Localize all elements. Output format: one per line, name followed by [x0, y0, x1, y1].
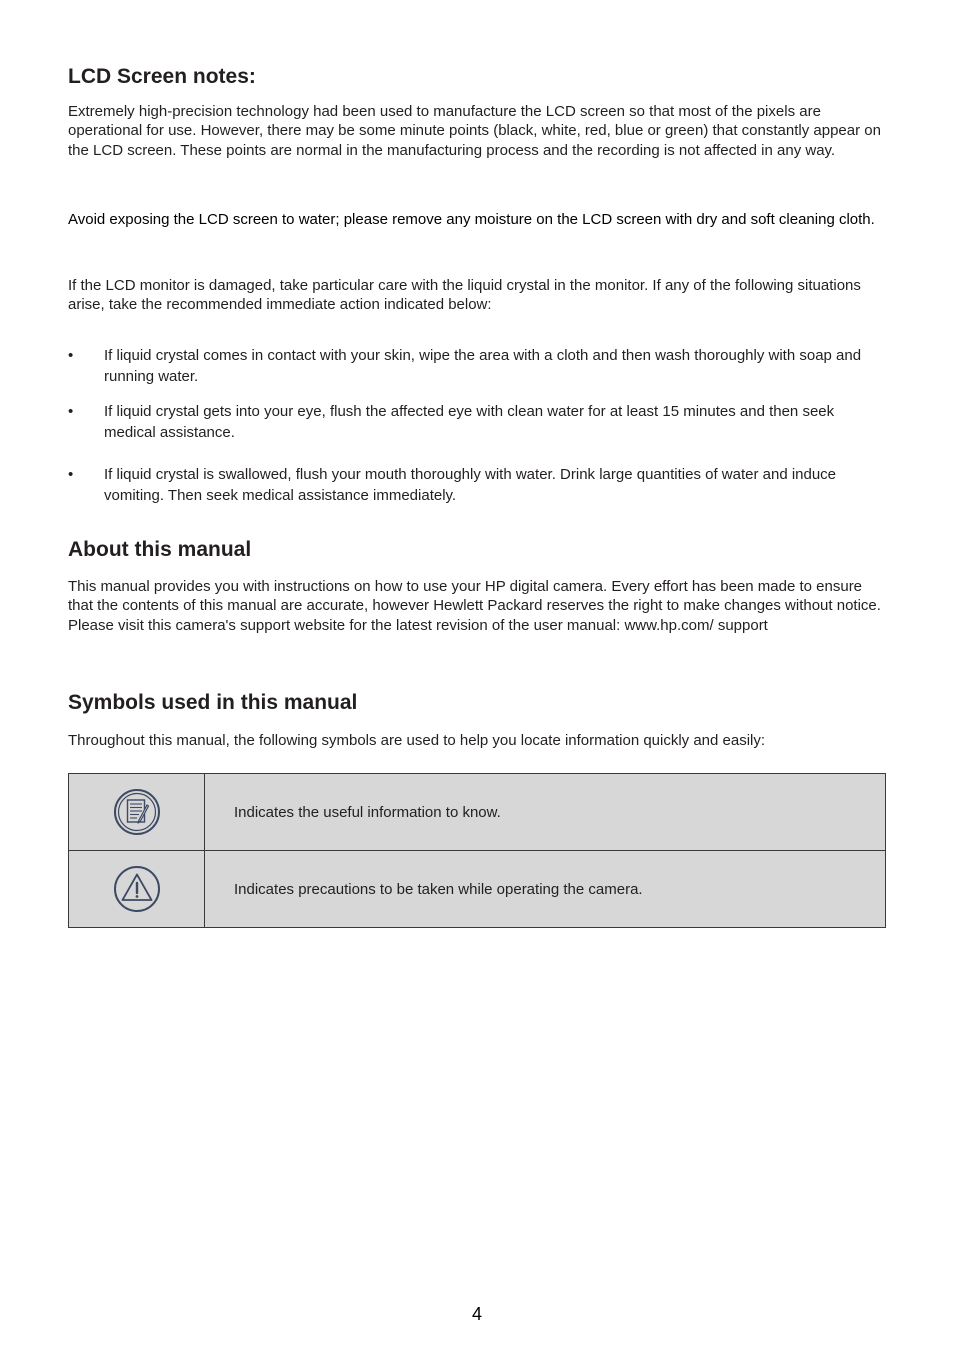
- bullet-text: If liquid crystal is swallowed, flush your mouth thoroughly with water. Drink large quantities of water and induce vomiting. Then seek medical assistance immediately.: [104, 466, 837, 504]
- icon-cell: [69, 774, 205, 851]
- about-paragraph: This manual provides you with instructions on how to use your HP digital camera. Every effort has been made to ensure that the contents of this manual are accurate, however Hewlett Packard reserves the right to make changes without notice. Please visit this camera's support website for the latest revision of the user manual: www.hp.com/ support: [68, 578, 881, 634]
- symbols-table: [68, 773, 886, 928]
- about-heading: About this manual: [68, 538, 252, 561]
- list-item: [68, 345, 886, 387]
- list-item: [68, 464, 886, 506]
- lcd-paragraph-3: If the LCD monitor is damaged, take particular care with the liquid crystal in the monitor. If any of the following situations arise, take the recommended immediate action indicated below:: [68, 277, 861, 314]
- bullet-text: If liquid crystal gets into your eye, flush the affected eye with clean water for at least 15 minutes and then seek medical assistance.: [104, 403, 835, 441]
- lcd-heading: LCD Screen notes:: [68, 65, 256, 88]
- lcd-paragraph-2: Avoid exposing the LCD screen to water; please remove any moisture on the LCD screen with dry and soft cleaning cloth.: [68, 211, 875, 228]
- note-icon: [113, 788, 161, 836]
- symbols-intro: Throughout this manual, the following symbols are used to help you locate information quickly and easily:: [68, 732, 766, 749]
- lcd-paragraph-1: Extremely high-precision technology had been used to manufacture the LCD screen so that most of the pixels are operational for use. However, there may be some minute points (black, white, red, blue or green) that constantly appear on the LCD screen. These points are normal in the manufacturing process and the recording is not affected in any way.: [68, 103, 881, 159]
- bullet-text: If liquid crystal comes in contact with your skin, wipe the area with a cloth and then wash thoroughly with soap and running water.: [104, 347, 862, 385]
- description-cell: Indicates precautions to be taken while operating the camera.: [205, 851, 886, 928]
- page-number: 4: [471, 1304, 482, 1324]
- bullet-glyph: •: [68, 466, 74, 483]
- table-row: [69, 774, 886, 851]
- bullet-glyph: •: [68, 347, 74, 364]
- warning-icon: [113, 865, 161, 913]
- table-row: [69, 851, 886, 928]
- symbols-heading: Symbols used in this manual: [68, 691, 358, 714]
- icon-cell: [69, 851, 205, 928]
- list-item: [68, 401, 886, 443]
- bullet-glyph: •: [68, 403, 74, 420]
- description-cell: Indicates the useful information to know.: [205, 774, 886, 851]
